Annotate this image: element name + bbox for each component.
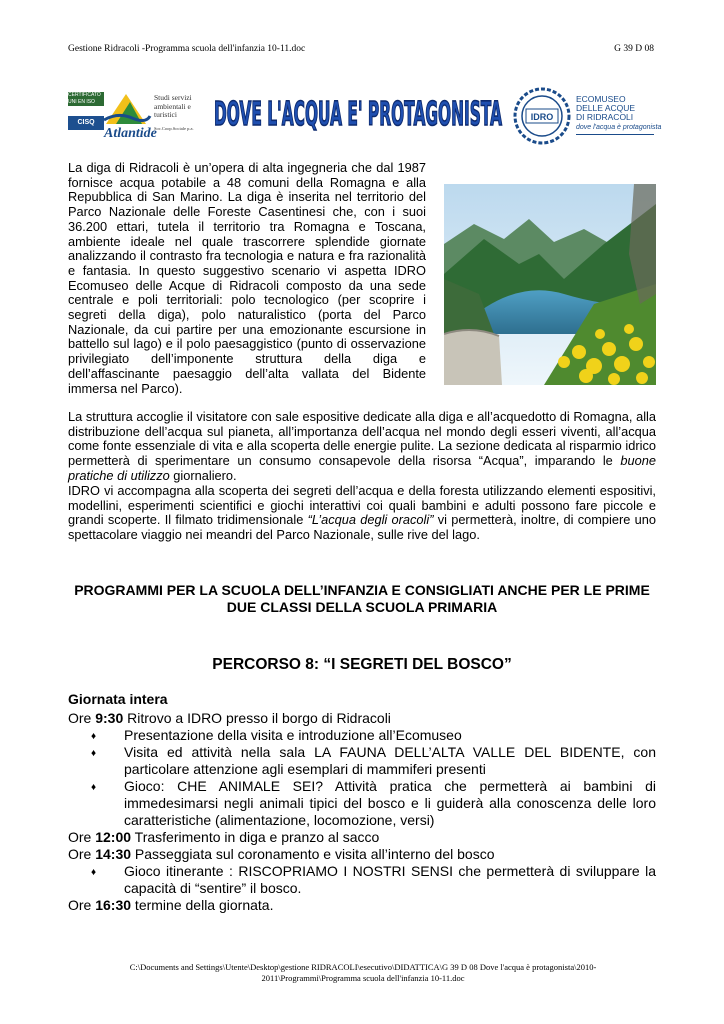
- bullet-item: Presentazione della visita e introduzione all’Ecomuseo: [124, 727, 462, 743]
- percorso-heading: PERCORSO 8: “I SEGRETI DEL BOSCO”: [212, 656, 512, 673]
- footer-line: 2011\Programmi\Programma scuola dell'infanzia 10-11.doc: [261, 972, 465, 983]
- intro-paragraph-2: [68, 410, 656, 484]
- schedule-entry: [68, 710, 658, 727]
- schedule-text: termine della giornata.: [131, 897, 274, 913]
- document-header-filename: Gestione Ridracoli -Programma scuola dell'infanzia 10-11.doc: [68, 44, 306, 54]
- schedule-time: 12:00: [95, 829, 132, 845]
- intro-paragraph-3-text: IDRO vi accompagna alla scoperta dei segreti dell’acqua e della foresta utilizzando elementi espositivi, modellini, esperimenti scientifici e giochi interattivi coi quali bambini e adulti possono fare piccole e grandi scoperte. Il filmato tridimensionale: [68, 483, 656, 528]
- intro-paragraph-3: [68, 484, 656, 543]
- dam-landscape-photo: [444, 184, 656, 385]
- schedule-title: Giornata intera: [68, 691, 168, 707]
- intro-paragraph-2-text: giornaliero.: [169, 467, 237, 483]
- bullet-diamond-icon: ♦: [91, 731, 97, 742]
- ecomuseo-line: DI RIDRACOLI: [576, 112, 634, 122]
- document-footer-path: [68, 962, 658, 983]
- footer-line: C:\Documents and Settings\Utente\Desktop\gestione RIDRACOLI\esecutivo\DIDATTICA\G 39 D 08 Dove l'acqua è protagonista\2010-: [129, 962, 597, 972]
- mountain-logo-icon: [102, 90, 152, 126]
- intro-paragraph-3-emphasis: “L’acqua degli oracoli”: [307, 512, 434, 528]
- bullet-item: Gioco itinerante : RISCOPRIAMO I NOSTRI SENSI che permetterà di sviluppare la capacità di “sentire” il bosco.: [124, 863, 656, 896]
- schedule-time: 16:30: [95, 897, 132, 913]
- schedule-text: Passeggiata sul coronamento e visita all’interno del bosco: [131, 846, 495, 862]
- bullet-item: Visita ed attività nella sala LA FAUNA DELL’ALTA VALLE DEL BIDENTE, con particolare attenzione agli esemplari di mammiferi presenti: [124, 744, 656, 777]
- intro-paragraph-2-emphasis: buone pratiche di utilizzo: [68, 453, 656, 483]
- bullet-diamond-icon: ♦: [91, 867, 97, 878]
- bullet-diamond-icon: ♦: [91, 782, 97, 793]
- cert-label: CERTIFICATO UNI EN ISO 9001: [68, 92, 104, 106]
- certification-badge: [68, 92, 104, 140]
- banner-title-text: DOVE L'ACQUA E' PROTAGONISTA: [214, 94, 503, 133]
- schedule-time: 9:30: [95, 710, 124, 726]
- ecomuseo-line: DELLE ACQUE: [576, 103, 636, 113]
- atlantide-logo: [68, 86, 208, 144]
- ecomuseo-tagline: dove l'acqua è protagonista: [576, 124, 662, 131]
- schedule-entry: [68, 897, 658, 914]
- ecomuseo-line: ECOMUSEO: [576, 94, 626, 104]
- ore-label: Ore: [68, 897, 96, 913]
- intro-paragraph-1: La diga di Ridracoli è un’opera di alta ingegneria che dal 1987 fornisce acqua potabile a 48 comuni della Romagna e alla Repubblica di San Marino. La diga è inserita nel territorio del Parco Nazionale delle Foreste Casentinesi che, con i suoi 36.200 ettari, tutela il territorio tra Romagna e Toscana, ambiente ideale nel quale trascorrere splendide giornate analizzando il contrasto fra tecnologia e natura e fra razionalità e fantasia. In questo suggestivo scenario vi aspetta IDRO Ecomuseo delle Acque di Ridracoli composto da una sede centrale e poli territoriali: polo tecnologico (per scoprire i segreti della diga), polo naturalistico (porta del Parco Nazionale, da cui partire per una emozionante escursione in battello sul lago) e il polo paesaggistico (punto di osservazione privilegiato dell’imponente struttura della diga e dell’affascinante paesaggio dell’alta vallata del Bidente immersa nel Parco).: [68, 160, 426, 396]
- schedule-entry: [68, 846, 658, 863]
- idro-logo-icon: [512, 86, 572, 146]
- idro-logo-text: IDRO: [530, 112, 554, 122]
- banner-title: [211, 88, 505, 134]
- atlantide-name: Atlantide: [104, 126, 157, 141]
- programs-heading: PROGRAMMI PER LA SCUOLA DELL’INFANZIA E CONSIGLIATI ANCHE PER LE PRIME DUE CLASSI DELLA SCUOLA PRIMARIA: [74, 582, 650, 615]
- bullet-item: Gioco: CHE ANIMALE SEI? Attività pratica che permetterà ai bambini di immedesimarsi negli animali tipici del bosco e li guiderà alla conoscenza delle loro caratteristiche (alimentazione, locomozione, versi): [124, 778, 656, 828]
- ecomuseo-name: [576, 95, 635, 122]
- schedule-text: Ritrovo a IDRO presso il borgo di Ridracoli: [123, 710, 391, 726]
- document-header-code: G 39 D 08: [614, 44, 654, 54]
- ecomuseo-divider: [576, 134, 654, 135]
- schedule-time: 14:30: [95, 846, 132, 862]
- bullet-diamond-icon: ♦: [91, 748, 97, 759]
- ore-label: Ore: [68, 829, 96, 845]
- cisq-label: CISQ: [68, 116, 104, 130]
- atlantide-company-type: Soc.Coop.Sociale p.a.: [154, 126, 194, 131]
- ore-label: Ore: [68, 846, 96, 862]
- ore-label: Ore: [68, 710, 96, 726]
- atlantide-tagline: Studi servizi ambientali e turistici: [154, 93, 192, 119]
- intro-paragraph-3-text: vi permetterà, inoltre, di compiere uno spettacolare viaggio nei meandri del Parco Nazionale, sulle rive del lago.: [68, 512, 656, 543]
- schedule-text: Trasferimento in diga e pranzo al sacco: [131, 829, 380, 845]
- schedule-entry: [68, 829, 658, 846]
- intro-paragraph-2-text: La struttura accoglie il visitatore con sale espositive dedicate alla diga e all’acquedotto di Romagna, alla distribuzione dell’acqua sul pianeta, all’importanza dell’acqua nel mondo degli esseri viventi, all’acqua come fonte essenziale di vita e alla scoperta delle energie pulite. La sezione dedicata al risparmio idrico permetterà di sperimentare un consumo consapevole della risorsa “Acqua”, imparando le: [68, 409, 656, 469]
